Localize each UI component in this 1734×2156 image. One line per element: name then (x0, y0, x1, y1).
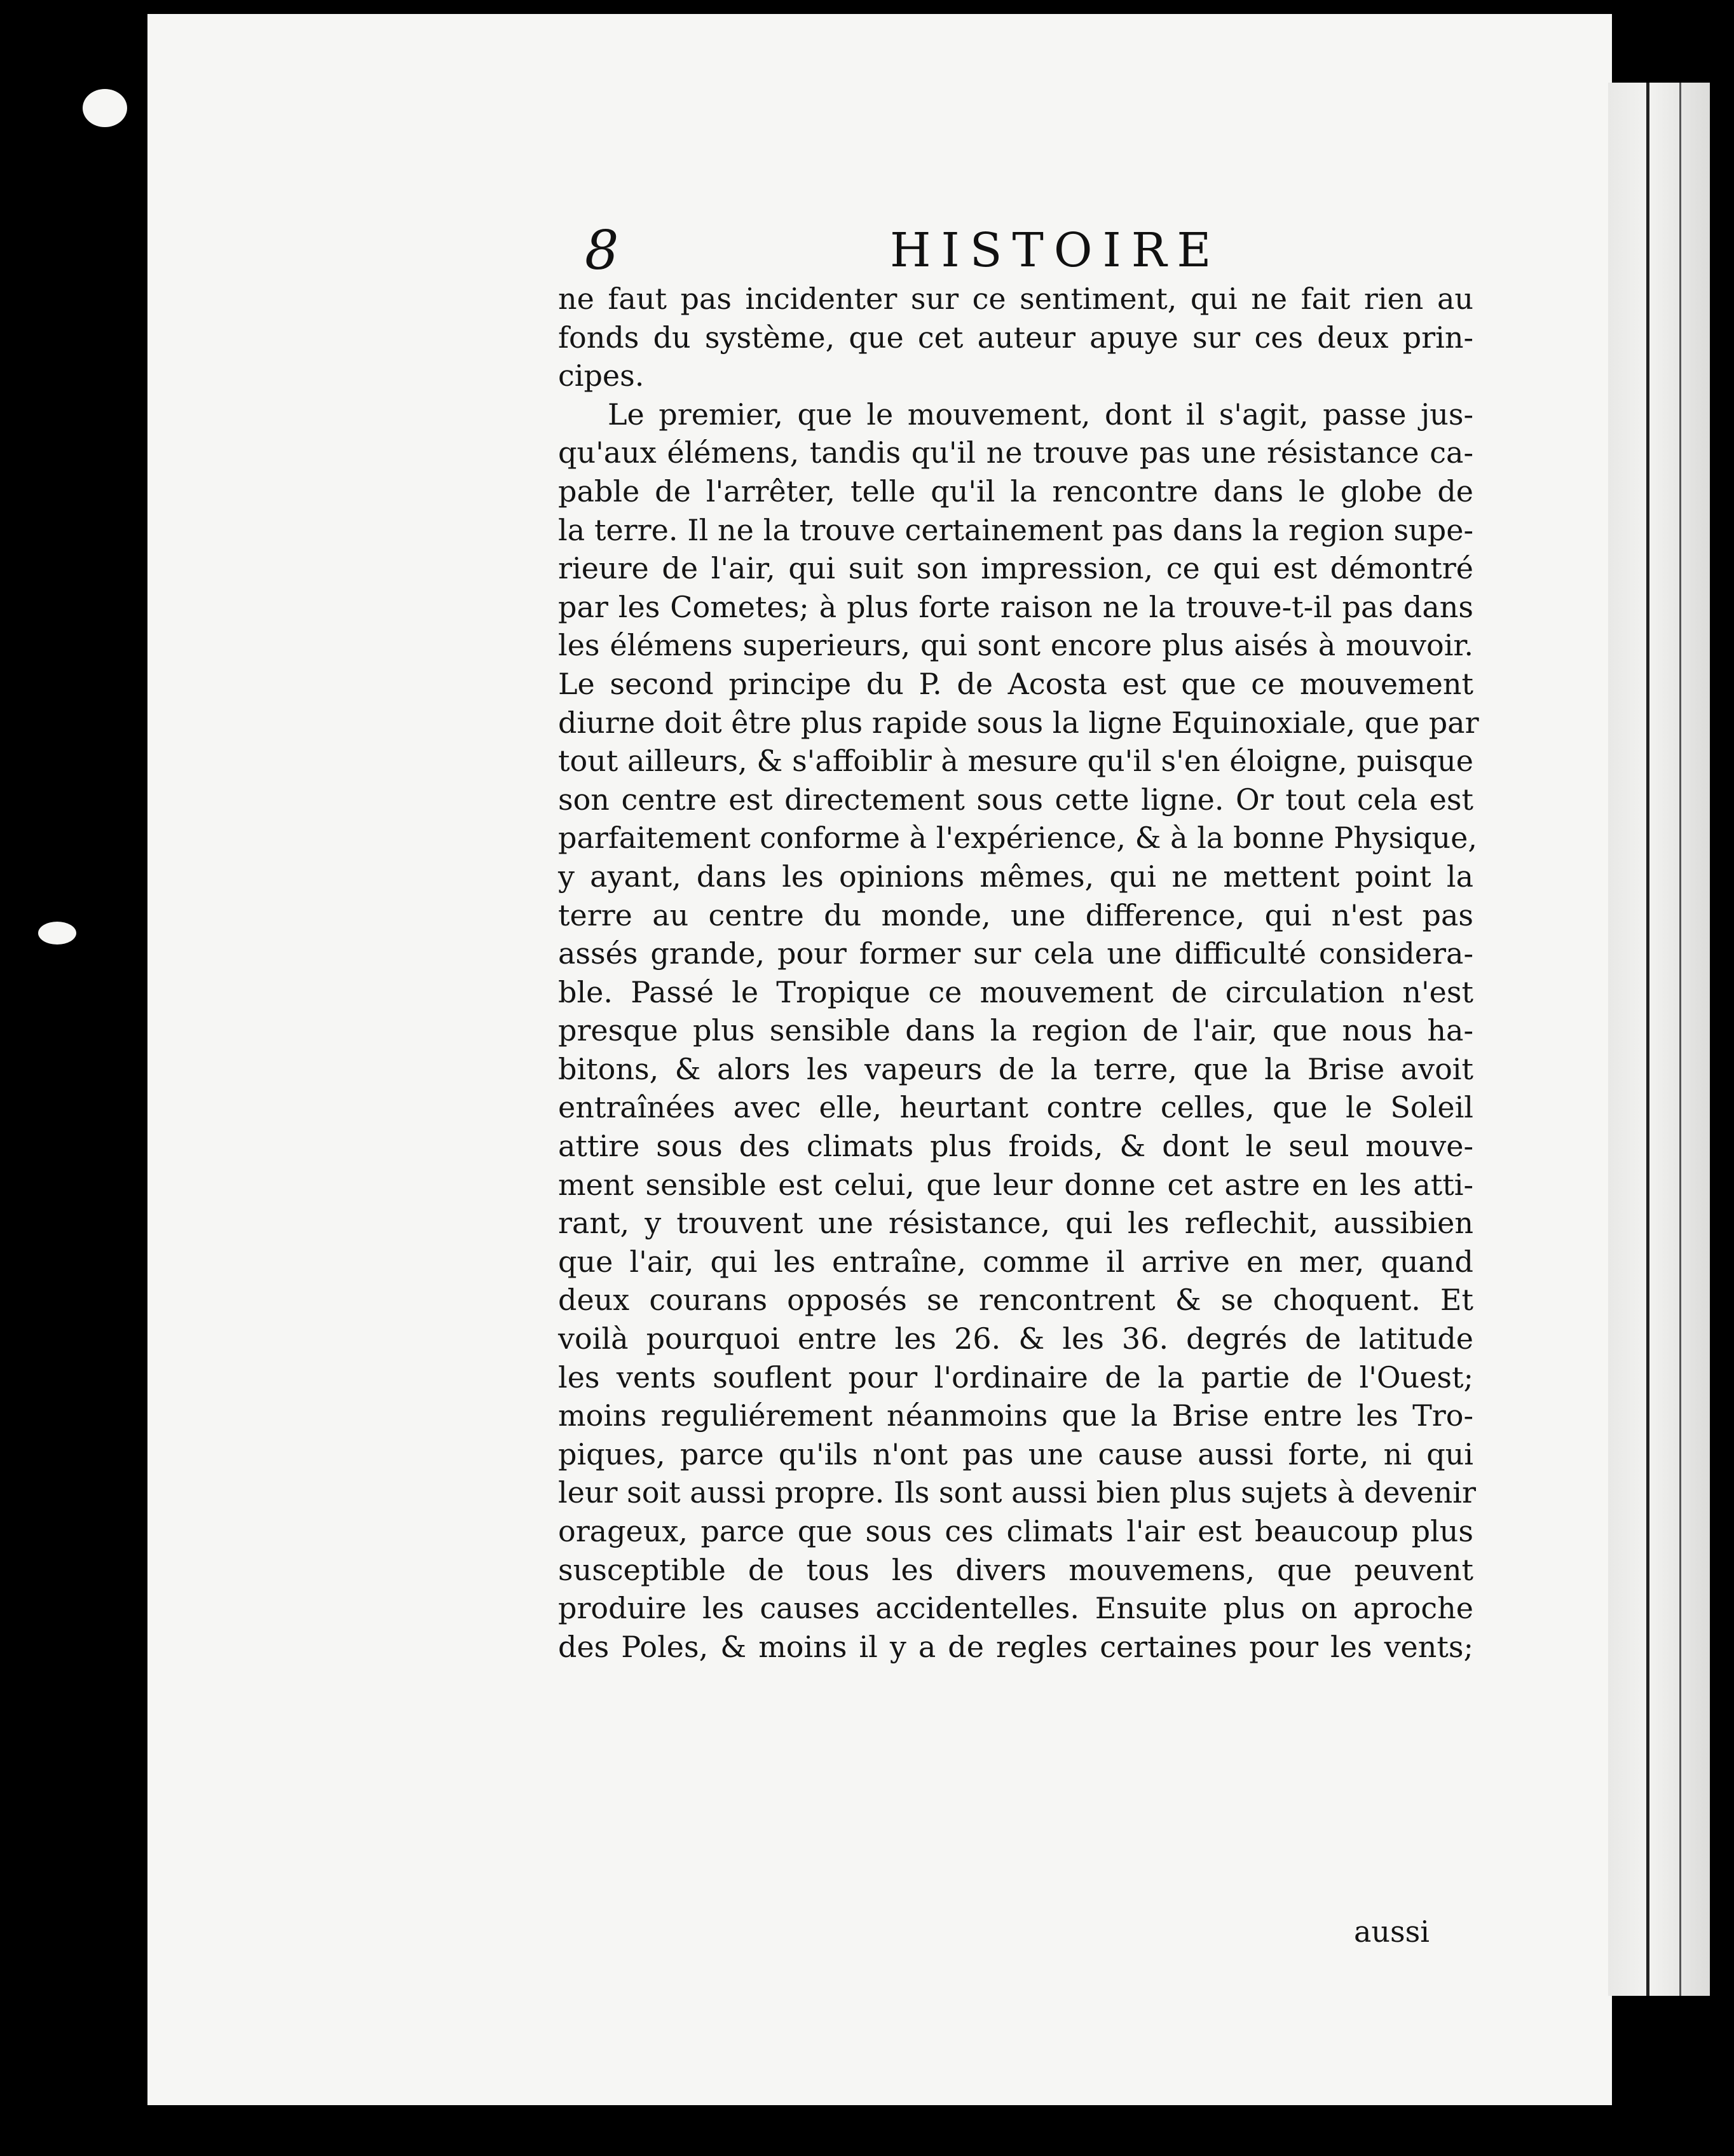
text-line: parfaitement conforme à l'expérience, & à la bonne Physique, (558, 821, 1477, 856)
next-page-edge (1608, 83, 1710, 1996)
scan-background-left (0, 0, 146, 2156)
text-line: ble. Passé le Tropique ce mouvement de circulation n'est (558, 974, 1473, 1009)
text-line: attire sous des climats plus froids, & dont le seul mouve- (558, 1129, 1473, 1164)
text-line: diurne doit être plus rapide sous la ligne Equinoxiale, que par (558, 705, 1479, 740)
ink-speck (83, 89, 127, 127)
text-line: y ayant, dans les opinions mêmes, qui ne mettent point la (558, 859, 1473, 894)
text-line: fonds du système, que cet auteur apuye sur ces deux prin- (558, 320, 1473, 355)
text-line: piques, parce qu'ils n'ont pas une cause aussi forte, ni qui (558, 1436, 1473, 1471)
text-line: cipes. (558, 358, 645, 393)
text-line: voilà pourquoi entre les 26. & les 36. degrés de latitude (558, 1321, 1473, 1356)
body-text (558, 280, 1479, 1666)
text-line: que l'air, qui les entraîne, comme il arrive en mer, quand (558, 1244, 1473, 1279)
text-line: ne faut pas incidenter sur ce sentiment, qui ne fait rien au (558, 282, 1473, 316)
text-line: susceptible de tous les divers mouvemens, que peuvent (558, 1552, 1473, 1587)
page-number: 8 (585, 219, 619, 282)
catchword: aussi (1354, 1914, 1430, 1949)
text-line: des Poles, & moins il y a de regles certaines pour les vents; (558, 1629, 1473, 1664)
text-line: ment sensible est celui, que leur donne cet astre en les atti- (558, 1167, 1473, 1202)
text-line: son centre est directement sous cette ligne. Or tout cela est (558, 782, 1473, 817)
text-line: orageux, parce que sous ces climats l'air est beaucoup plus (558, 1514, 1473, 1548)
text-line: les vents souflent pour l'ordinaire de la partie de l'Ouest; (558, 1360, 1473, 1395)
text-line: produire les causes accidentelles. Ensuite plus on aproche (558, 1591, 1473, 1626)
text-line: rant, y trouvent une résistance, qui les reflechit, aussibien (558, 1206, 1473, 1241)
text-line: par les Cometes; à plus forte raison ne la trouve-t-il pas dans (558, 589, 1473, 624)
text-line: deux courans opposés se rencontrent & se choquent. Et (558, 1283, 1473, 1318)
text-line: bitons, & alors les vapeurs de la terre, que la Brise avoit (558, 1051, 1473, 1086)
text-line: la terre. Il ne la trouve certainement pas dans la region supe- (558, 512, 1473, 547)
text-line: terre au centre du monde, une difference, qui n'est pas (558, 897, 1473, 932)
text-line: presque plus sensible dans la region de l'air, que nous ha- (558, 1013, 1473, 1048)
text-line: pable de l'arrêter, telle qu'il la rencontre dans le globe de (558, 474, 1473, 508)
text-line: qu'aux élémens, tandis qu'il ne trouve pas une résistance ca- (558, 435, 1473, 470)
text-line: Le second principe du P. de Acosta est que ce mouvement (558, 666, 1473, 701)
text-line: tout ailleurs, & s'affoiblir à mesure qu'il s'en éloigne, puisque (558, 744, 1473, 779)
text-line: Le premier, que le mouvement, dont il s'agit, passe jus- (608, 397, 1473, 432)
page-header (585, 219, 1595, 289)
text-line: leur soit aussi propre. Ils sont aussi bien plus sujets à devenir (558, 1475, 1476, 1510)
ink-speck (38, 922, 76, 945)
text-line: rieure de l'air, qui suit son impression, ce qui est démontré (558, 551, 1473, 586)
running-head: HISTOIRE (890, 223, 1222, 278)
text-line: les élémens superieurs, qui sont encore plus aisés à mouvoir. (558, 628, 1473, 663)
text-line: assés grande, pour former sur cela une difficulté considera- (558, 936, 1473, 971)
text-line: entraînées avec elle, heurtant contre celles, que le Soleil (558, 1090, 1473, 1125)
text-line: moins reguliérement néanmoins que la Brise entre les Tro- (558, 1398, 1473, 1433)
